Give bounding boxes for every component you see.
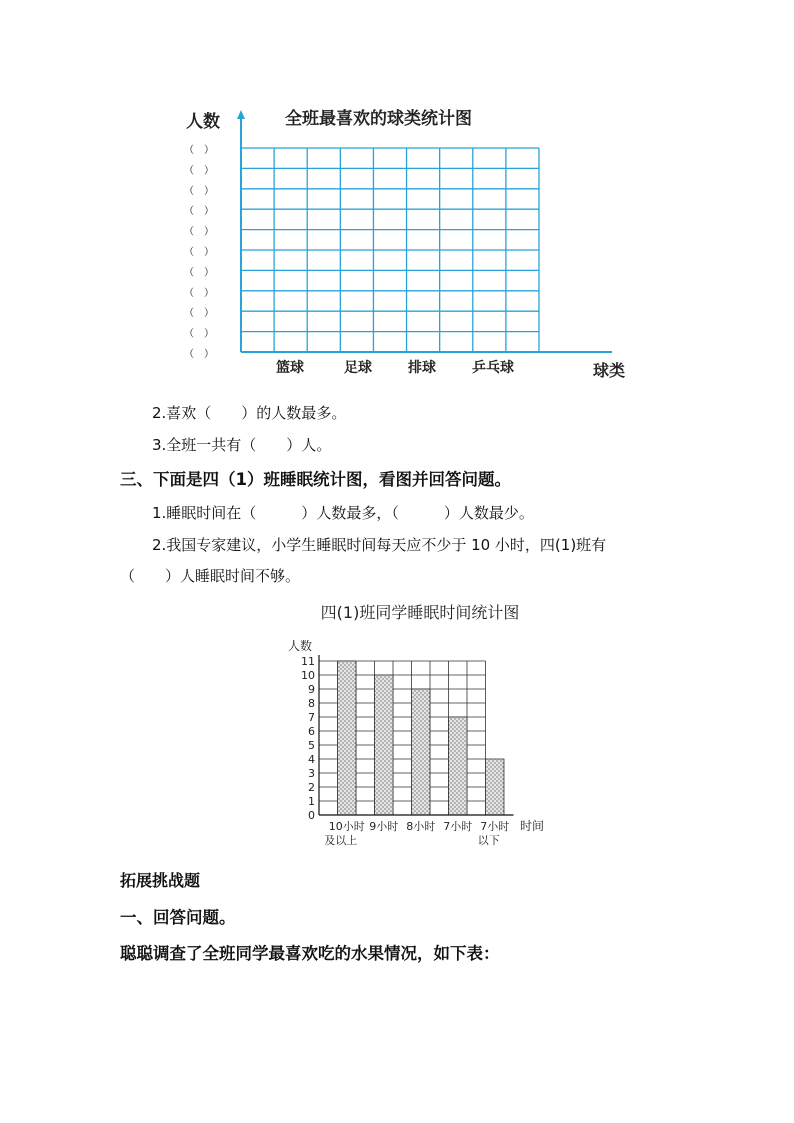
chart2-y-tick-label: 3 (308, 767, 315, 780)
extension-text: 聪聪调查了全班同学最喜欢吃的水果情况，如下表： (120, 944, 500, 963)
section-3-heading: 三、下面是四（1）班睡眠统计图，看图并回答问题。 (120, 470, 511, 489)
chart2-y-tick-label: 11 (301, 655, 315, 668)
chart1-tick-label: （ ） (184, 226, 214, 238)
chart2-bars (338, 661, 505, 815)
chart2-x-tick-label: 10小时 (328, 820, 365, 833)
chart1-tick-label: （ ） (184, 145, 214, 156)
chart1-tick-label: （ ） (184, 267, 214, 279)
chart1-xlabel: 球类 (593, 361, 626, 380)
chart2-y-tick-label: 9 (308, 683, 315, 696)
chart2-bar (449, 717, 468, 815)
chart1-category-label: 篮球 (276, 360, 304, 376)
section-3-question-1: 1.睡眠时间在（ ）人数最多，（ ）人数最少。 (152, 504, 534, 522)
chart2-title: 四(1)班同学睡眠时间统计图 (320, 603, 520, 622)
chart1-ylabel: 人数 (186, 112, 220, 132)
extension-section-1: 一、回答问题。 (120, 908, 236, 927)
chart1-tick-label: （ ） (184, 247, 214, 258)
question-2: 2.喜欢（ ）的人数最多。 (152, 404, 347, 422)
chart1-tick-label: （ ） (184, 328, 214, 340)
chart1-category-label: 足球 (344, 360, 372, 376)
chart2-y-tick-label: 7 (308, 711, 315, 724)
chart1-tick-label: （ ） (184, 165, 214, 177)
chart2-x-tick-label: 9小时 (369, 820, 399, 833)
chart2-bar (338, 661, 357, 815)
chart2-y-tick-label: 0 (308, 809, 315, 822)
section-3-question-2-line-1: 2.我国专家建议，小学生睡眠时间每天应不少于 10 小时，四(1)班有 (152, 536, 607, 554)
chart1-tick-labels (184, 144, 214, 360)
chart2-y-tick-label: 4 (308, 753, 315, 766)
chart2-ylabel: 人数 (288, 639, 313, 653)
chart2-bar (412, 689, 431, 815)
chart1-tick-label: （ ） (184, 349, 214, 360)
chart2-x-tick-label: 8小时 (406, 820, 436, 833)
chart1-tick-label: （ ） (184, 185, 214, 197)
sleep-bar-chart (270, 598, 570, 853)
chart2-x-tick-label-line2: 以下 (477, 834, 500, 847)
chart1-grid (241, 148, 539, 352)
chart2-bar (486, 759, 505, 815)
blank-ball-chart (180, 100, 650, 385)
chart2-xlabel: 时间 (520, 819, 545, 833)
chart1-title: 全班最喜欢的球类统计图 (285, 109, 472, 129)
chart2-y-tick-label: 5 (308, 739, 315, 752)
chart1-tick-label: （ ） (184, 287, 214, 299)
chart1-y-arrow (237, 110, 245, 119)
chart1-category-labels (276, 359, 514, 376)
chart1-category-label: 排球 (408, 360, 436, 376)
extension-title: 拓展挑战题 (120, 871, 201, 890)
chart2-y-tick-label: 8 (308, 697, 315, 710)
chart2-x-tick-label-line2: 及以上 (324, 834, 358, 847)
chart1-tick-label: （ ） (184, 206, 214, 218)
chart2-y-tick-labels (301, 655, 315, 822)
chart2-bar (375, 675, 394, 815)
chart2-y-tick-label: 6 (308, 725, 315, 738)
chart2-y-tick-label: 10 (301, 669, 315, 682)
chart2-x-tick-labels (324, 819, 509, 847)
chart1-tick-label: （ ） (184, 308, 214, 320)
chart2-y-tick-label: 1 (308, 795, 315, 808)
chart2-x-tick-label: 7小时 (443, 820, 473, 833)
chart1-category-label: 乒乓球 (472, 360, 514, 376)
section-3-question-2-line-2: （ ）人睡眠时间不够。 (120, 567, 301, 585)
chart2-x-tick-label: 7小时 (480, 820, 510, 833)
chart2-y-tick-label: 2 (308, 781, 315, 794)
question-3: 3.全班一共有（ ）人。 (152, 436, 332, 454)
